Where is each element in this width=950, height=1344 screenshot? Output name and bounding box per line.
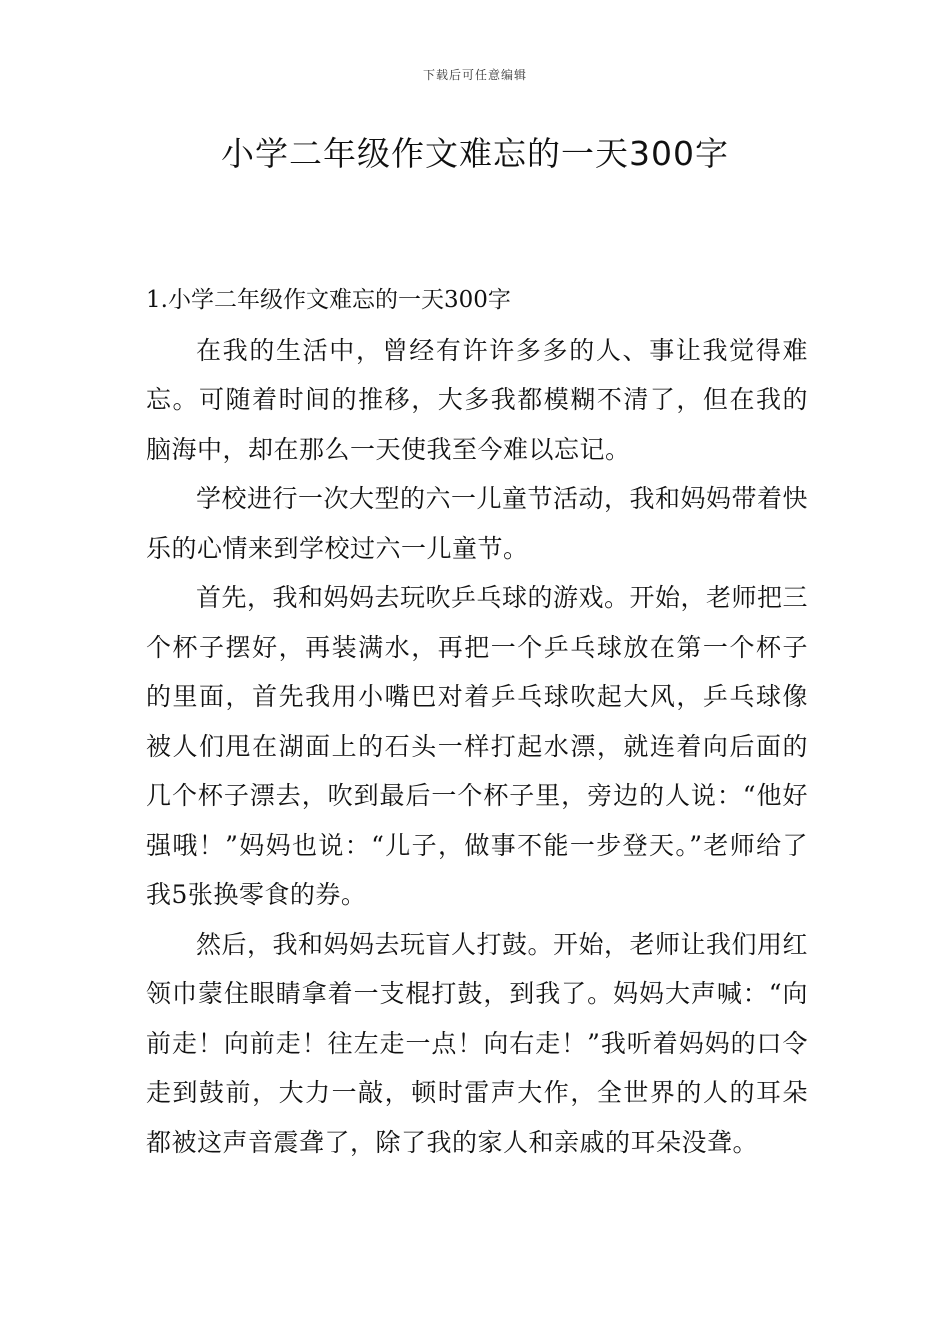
header-note: 下载后可任意编辑 [422,68,527,82]
document-title: 小学二年级作文难忘的一天300字 [221,134,729,173]
document-body [146,276,808,1167]
paragraph-1: 在我的生活中，曾经有许许多多的人、事让我觉得难忘。可随着时间的推移，大多我都模糊不清了，但在我的脑海中，却在那么一天使我至今难以忘记。 [146,335,808,464]
section-heading: 1.小学二年级作文难忘的一天300字 [146,287,511,313]
paragraph-2: 学校进行一次大型的六一儿童节活动，我和妈妈带着快乐的心情来到学校过六一儿童节。 [146,484,809,563]
paragraph-4: 然后，我和妈妈去玩盲人打鼓。开始，老师让我们用红领巾蒙住眼睛拿着一支棍打鼓，到我了。妈妈大声喊：“向前走！向前走！往左走一点！向右走！”我听着妈妈的口令走到鼓前，大力一敲，顿时雷声大作，全世界的人的耳朵都被这声音震聋了，除了我的家人和亲戚的耳朵没聋。 [146,929,809,1157]
paragraph-3: 首先，我和妈妈去玩吹乒乓球的游戏。开始，老师把三个杯子摆好，再装满水，再把一个乒乓球放在第一个杯子的里面，首先我用小嘴巴对着乒乓球吹起大风，乒乓球像被人们甩在湖面上的石头一样打起水漂，就连着向后面的几个杯子漂去，吹到最后一个杯子里，旁边的人说：“他好强哦！”妈妈也说：“儿子，做事不能一步登天。”老师给了我5张换零食的券。 [146,583,809,909]
